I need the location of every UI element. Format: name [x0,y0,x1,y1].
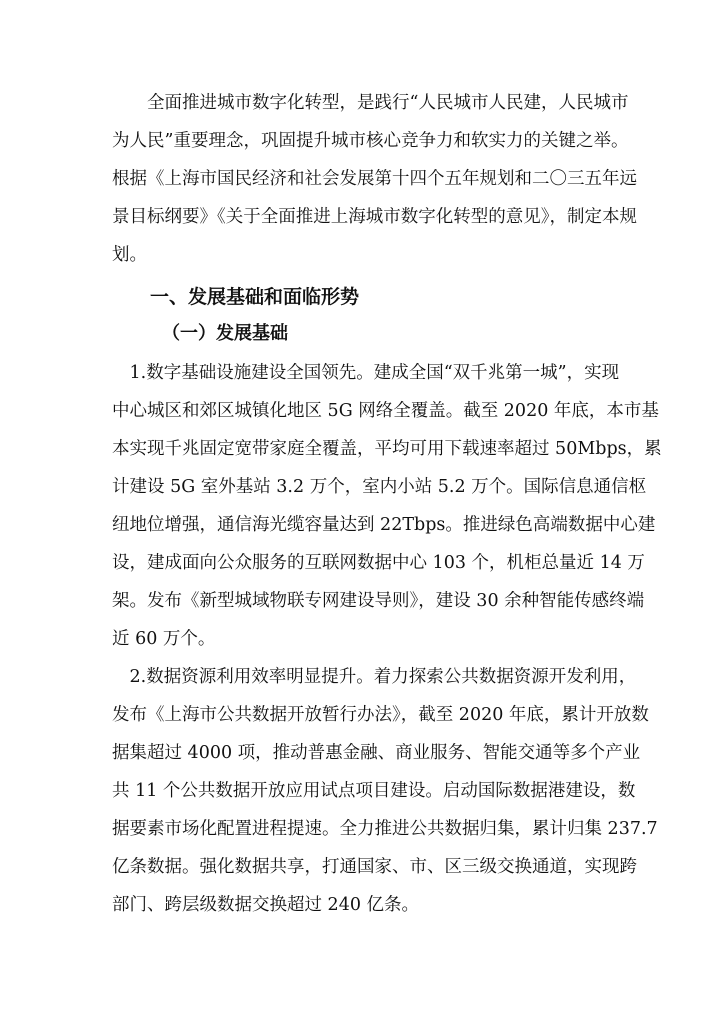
item2-line: 2.数据资源利用效率明显提升。着力探索公共数据资源开发利用， [112,667,637,687]
item2-line: 据要素市场化配置进程提速。全力推进公共数据归集，累计归集 237.7 [112,819,658,839]
intro-line: 全面推进城市数字化转型，是践行“人民城市人民建，人民城市 [112,93,629,113]
item1-line: 设，建成面向公众服务的互联网数据中心 103 个，机柜总量近 14 万 [112,553,645,573]
intro-line: 根据《上海市国民经济和社会发展第十四个五年规划和二〇三五年远 [112,169,637,189]
item2-line: 发布《上海市公共数据开放暂行办法》，截至 2020 年底，累计开放数 [112,705,649,725]
item1-line: 本实现千兆固定宽带家庭全覆盖，平均可用下载速率超过 50Mbps，累 [112,439,662,459]
intro-line: 划。 [112,245,147,265]
item2-line: 共 11 个公共数据开放应用试点项目建设。启动国际数据港建设，数 [112,781,636,801]
item2-line: 据集超过 4000 项，推动普惠金融、商业服务、智能交通等多个产业 [112,743,641,763]
intro-line: 为人民”重要理念，巩固提升城市核心竞争力和软实力的关键之举。 [112,131,629,151]
subsection-heading: （一）发展基础 [162,323,288,344]
item1-line: 架。发布《新型城域物联专网建设导则》，建设 30 余种智能传感终端 [112,591,645,611]
section-heading: 一、发展基础和面临形势 [150,286,360,308]
intro-line: 景目标纲要》《关于全面推进上海城市数字化转型的意见》，制定本规 [112,207,637,227]
item1-line: 近 60 万个。 [112,629,216,649]
item2-line: 亿条数据。强化数据共享，打通国家、市、区三级交换通道，实现跨 [112,857,637,877]
item1-line: 中心城区和郊区城镇化地区 5G 网络全覆盖。截至 2020 年底，本市基 [112,401,659,421]
item1-line: 1.数字基础设施建设全国领先。建成全国“双千兆第一城”，实现 [112,363,620,383]
item1-line: 计建设 5G 室外基站 3.2 万个，室内小站 5.2 万个。国际信息通信枢 [112,477,647,497]
item2-line: 部门、跨层级数据交换超过 240 亿条。 [112,895,420,915]
item1-line: 纽地位增强，通信海光缆容量达到 22Tbps。推进绿色高端数据中心建 [112,515,656,535]
